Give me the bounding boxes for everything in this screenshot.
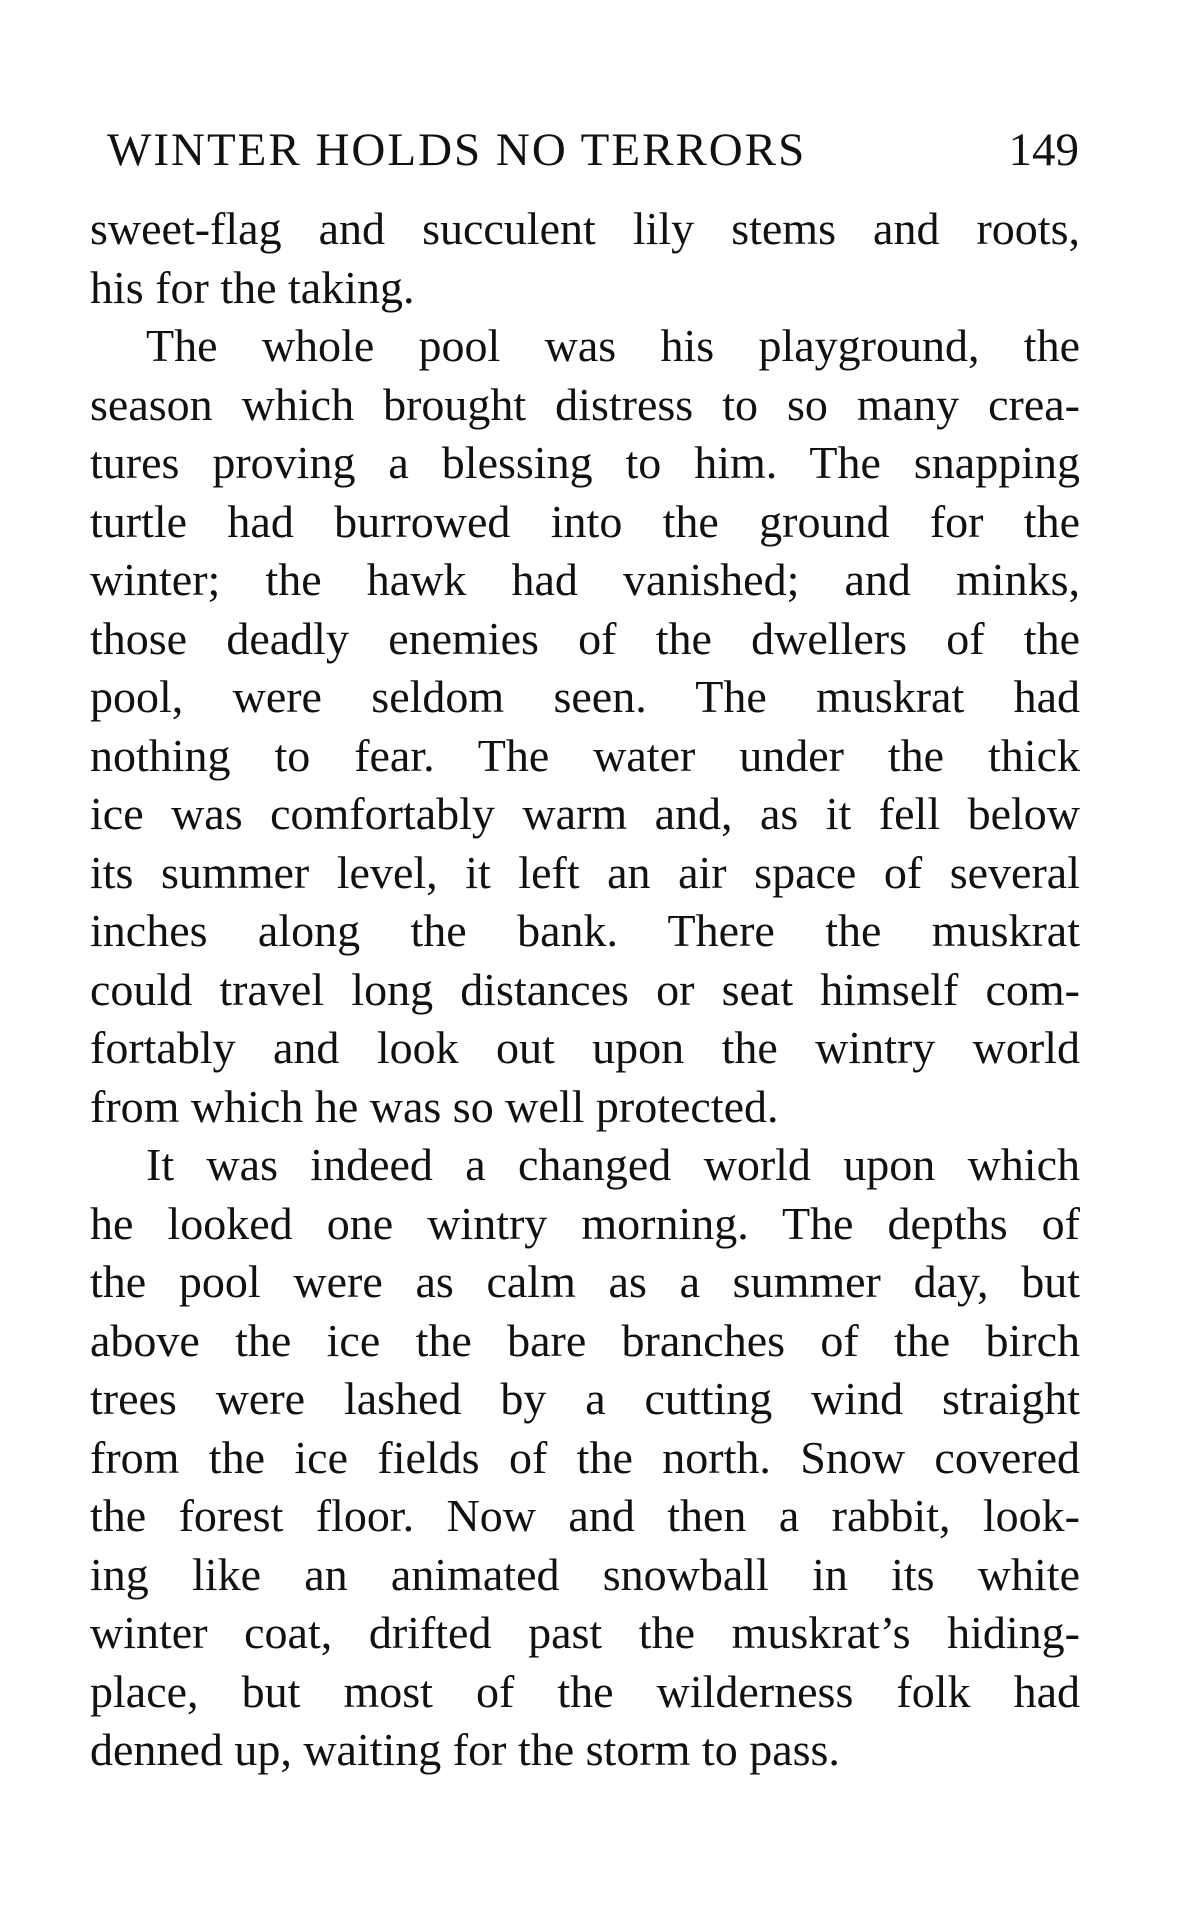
text-line: the forest floor. Now and then a rabbit, look-: [90, 1490, 1080, 1541]
text-line: pool, were seldom seen. The muskrat had: [90, 671, 1080, 722]
text-line: his for the taking.: [90, 261, 415, 313]
text-line: from the ice fields of the north. Snow covered: [90, 1431, 1080, 1483]
text-line: above the ice the bare branches of the birch: [90, 1314, 1080, 1366]
text-line: inches along the bank. There the muskrat: [90, 905, 1080, 956]
text-line: winter; the hawk had vanished; and minks,: [90, 554, 1080, 605]
body-text: [90, 200, 1080, 1780]
text-line: those deadly enemies of the dwellers of the: [90, 612, 1080, 664]
text-line: winter coat, drifted past the muskrat’s hiding-: [90, 1607, 1080, 1658]
text-line: its summer level, it left an air space of several: [90, 846, 1080, 898]
text-line: turtle had burrowed into the ground for the: [90, 495, 1080, 547]
text-line: ing like an animated snowball in its white: [90, 1548, 1080, 1600]
running-head: [107, 120, 1079, 180]
text-line: season which brought distress to so many crea-: [90, 378, 1080, 430]
text-line: It was indeed a changed world upon which: [146, 1139, 1080, 1190]
chapter-title: WINTER HOLDS NO TERRORS: [107, 124, 807, 176]
text-line: fortably and look out upon the wintry world: [90, 1022, 1080, 1073]
text-line: sweet-flag and succulent lily stems and roots,: [90, 203, 1080, 254]
text-line: nothing to fear. The water under the thick: [90, 729, 1080, 781]
text-line: ice was comfortably warm and, as it fell below: [90, 788, 1080, 839]
text-line: tures proving a blessing to him. The snapping: [90, 437, 1080, 488]
text-line: trees were lashed by a cutting wind straight: [90, 1373, 1080, 1424]
text-line: place, but most of the wilderness folk had: [90, 1665, 1080, 1717]
text-line: could travel long distances or seat himself com-: [90, 963, 1080, 1015]
text-line: from which he was so well protected.: [90, 1080, 779, 1132]
text-line: denned up, waiting for the storm to pass.: [90, 1724, 840, 1775]
text-line: the pool were as calm as a summer day, but: [90, 1256, 1080, 1307]
text-line: he looked one wintry morning. The depths of: [90, 1197, 1080, 1249]
page-number: 149: [1008, 124, 1079, 176]
text-line: The whole pool was his playground, the: [146, 320, 1080, 371]
